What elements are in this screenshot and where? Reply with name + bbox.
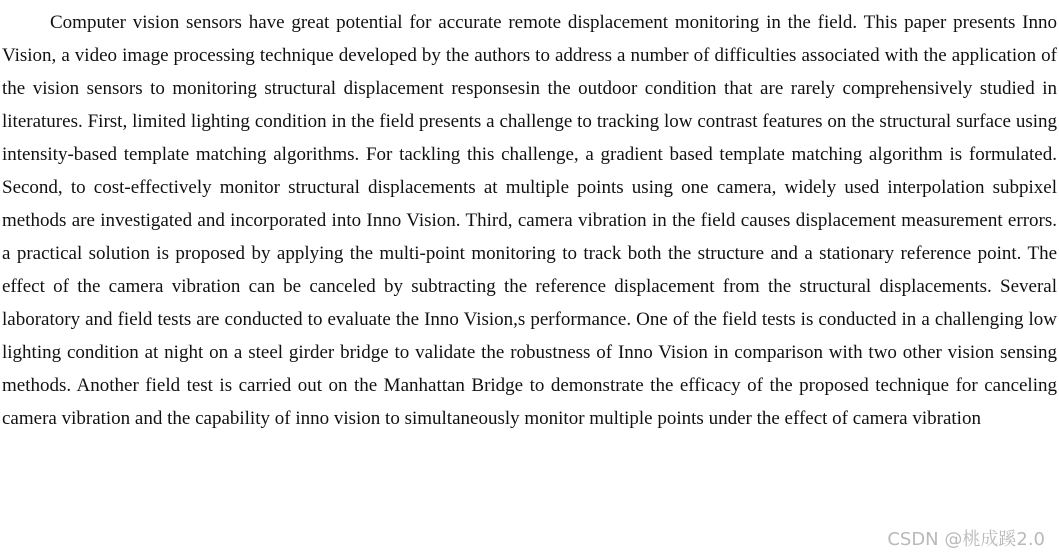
csdn-watermark: CSDN @桃成蹊2.0 [887,529,1045,550]
document-body [2,6,1057,435]
abstract-paragraph: Computer vision sensors have great potential for accurate remote displacement monitoring in the field. This paper presents Inno Vision, a video image processing technique developed by the authors to address a number of difficulties associated with the application of the vision sensors to monitoring structural displacement responsesin the outdoor condition that are rarely comprehensively studied in literatures. First, limited lighting condition in the field presents a challenge to tracking low contrast features on the structural surface using intensity-based template matching algorithms. For tackling this challenge, a gradient based template matching algorithm is formulated. Second, to cost-effectively monitor structural displacements at multiple points using one camera, widely used interpolation subpixel methods are investigated and incorporated into Inno Vision. Third, camera vibration in the field causes displacement measurement errors. a practical solution is proposed by applying the multi-point monitoring to track both the structure and a stationary reference point. The effect of the camera vibration can be canceled by subtracting the reference displacement from the structural displacements. Several laboratory and field tests are conducted to evaluate the Inno Vision,s performance. One of the field tests is conducted in a challenging low lighting condition at night on a steel girder bridge to validate the robustness of Inno Vision in comparison with two other vision sensing methods. Another field test is carried out on the Manhattan Bridge to demonstrate the efficacy of the proposed technique for canceling camera vibration and the capability of inno vision to simultaneously monitor multiple points under the effect of camera vibration [2,12,1057,429]
